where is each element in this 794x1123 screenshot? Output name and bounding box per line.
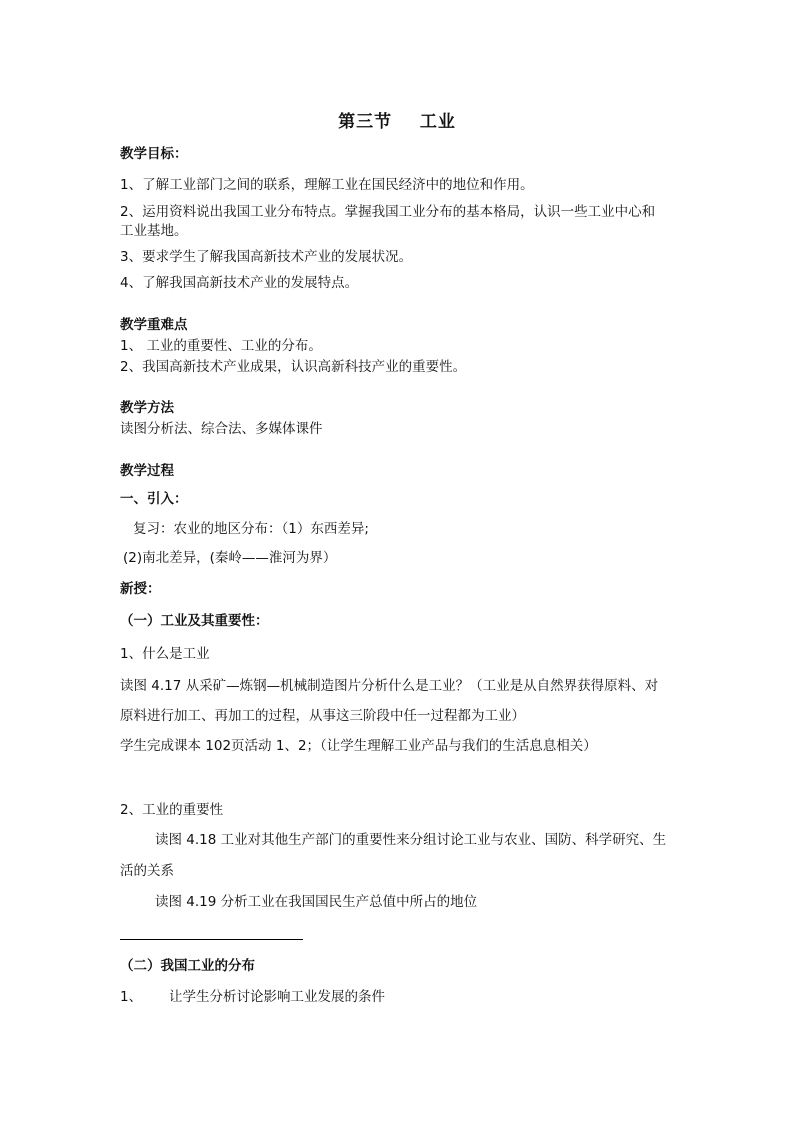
methods-heading: 教学方法 <box>120 400 174 416</box>
question-item: 2、工业的重要性 <box>120 802 224 818</box>
new-lesson-label: 新授： <box>120 581 161 597</box>
question-item: 1、什么是工业 <box>120 646 210 662</box>
paragraph-line: 学生完成课本 102页活动 1、2；（让学生理解工业产品与我们的生活息息相关） <box>120 738 597 754</box>
objective-item: 1、了解工业部门之间的联系，理解工业在国民经济中的地位和作用。 <box>120 177 534 193</box>
paragraph-line: 活的关系 <box>120 863 174 879</box>
methods-text: 读图分析法、综合法、多媒体课件 <box>120 421 323 437</box>
list-item-text: 让学生分析讨论影响工业发展的条件 <box>169 989 385 1005</box>
key-point-item: 2、我国高新技术产业成果，认识高新科技产业的重要性。 <box>120 359 467 375</box>
review-line: 复习：农业的地区分布：（1）东西差异; <box>133 521 369 537</box>
section-heading: （一）工业及其重要性： <box>120 613 269 629</box>
objectives-heading: 教学目标： <box>120 146 188 162</box>
intro-heading: 一、引入： <box>120 491 188 507</box>
page-title: 第三节 工业 <box>338 112 456 132</box>
objective-item: 4、了解我国高新技术产业的发展特点。 <box>120 275 359 291</box>
objective-item: 2、运用资料说出我国工业分布特点。掌握我国工业分布的基本格局，认识一些工业中心和 <box>120 204 656 220</box>
review-line: (2)南北差异，(秦岭——淮河为界） <box>123 550 337 566</box>
paragraph-line: 读图 4.17 从采矿—炼钢—机械制造图片分析什么是工业？（工业是从自然界获得原料、对 <box>120 678 659 694</box>
section-heading: （二）我国工业的分布 <box>120 958 255 974</box>
paragraph-line: 读图 4.18 工业对其他生产部门的重要性来分组讨论工业与农业、国防、科学研究、生 <box>155 832 667 848</box>
paragraph-line: 读图 4.19 分析工业在我国国民生产总值中所占的地位 <box>155 894 478 910</box>
objective-item-continued: 工业基地。 <box>120 223 188 239</box>
paragraph-line: 原料进行加工、再加工的过程，从事这三阶段中任一过程都为工业） <box>120 708 525 724</box>
process-heading: 教学过程 <box>120 463 174 479</box>
horizontal-rule <box>120 939 303 940</box>
objective-item: 3、要求学生了解我国高新技术产业的发展状况。 <box>120 249 413 265</box>
key-points-heading: 教学重难点 <box>120 317 188 333</box>
list-number: 1、 <box>120 989 143 1005</box>
key-point-item: 1、 工业的重要性、工业的分布。 <box>120 338 322 354</box>
